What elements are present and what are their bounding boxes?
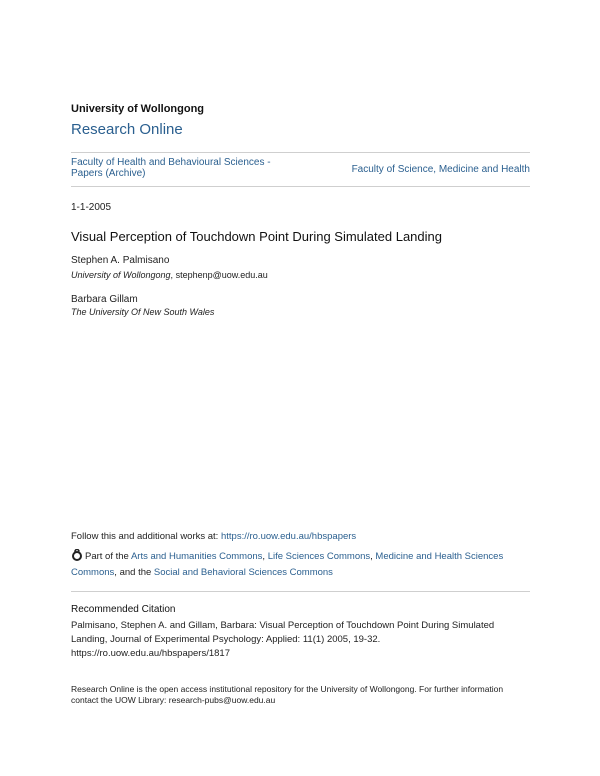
citation-body (71, 619, 531, 661)
publication-date: 1-1-2005 (71, 202, 112, 213)
follow-line (71, 531, 356, 542)
citation-heading: Recommended Citation (71, 604, 176, 615)
author-name-1: Stephen A. Palmisano (71, 255, 170, 266)
part-of-commons (71, 549, 531, 581)
paper-title: Visual Perception of Touchdown Point During Simulated Landing (71, 229, 442, 244)
comma-2: , (370, 551, 376, 562)
collection-link-right[interactable]: Faculty of Science, Medicine and Health (351, 164, 530, 175)
follow-text: Follow this and additional works at: (71, 531, 221, 542)
citation-url[interactable]: https://ro.uow.edu.au/hbspapers/1817 (71, 648, 230, 659)
footer-note: Research Online is the open access institutional repository for the University of Wollongong. For further information contact the UOW Library: research-pubs@uow.edu.au (71, 684, 504, 705)
author-affiliation-1 (71, 270, 268, 280)
author-email-1[interactable]: stephenp@uow.edu.au (175, 270, 268, 280)
divider-citation (71, 591, 530, 592)
collection-link-left[interactable]: Faculty of Health and Behavioural Sciences - Papers (Archive) (71, 157, 271, 179)
commons-link-arts[interactable]: Arts and Humanities Commons (130, 551, 263, 562)
part-of-prefix: Part of the (85, 551, 131, 562)
repository-link[interactable]: Research Online (71, 121, 183, 138)
commons-link-social[interactable]: Social and Behavioral Sciences Commons (153, 567, 333, 578)
affiliation-1: University of Wollongong (71, 270, 171, 280)
citation-text: Palmisano, Stephen A. and Gillam, Barbara: Visual Perception of Touchdown Point During Simulated Landing, Journal of Experimental Psychology: Applied: 11(1) 2005, 19-32. (71, 620, 495, 645)
open-access-icon (71, 549, 83, 561)
divider-collections (71, 186, 530, 187)
follow-link[interactable]: https://ro.uow.edu.au/hbspapers (220, 531, 357, 542)
affiliation-2: The University Of New South Wales (71, 307, 215, 317)
author-affiliation-2 (71, 307, 214, 317)
commons-link-life-sciences[interactable]: Life Sciences Commons (267, 551, 371, 562)
author-name-2: Barbara Gillam (71, 294, 138, 305)
comma-1: , (262, 551, 268, 562)
institution-name: University of Wollongong (71, 103, 205, 115)
affiliation-separator: , (170, 270, 176, 280)
and-the-text: , and the (114, 567, 154, 578)
commons-link-medicine[interactable]: Medicine and Health Sciences Commons (71, 551, 504, 578)
divider-top (71, 152, 530, 153)
